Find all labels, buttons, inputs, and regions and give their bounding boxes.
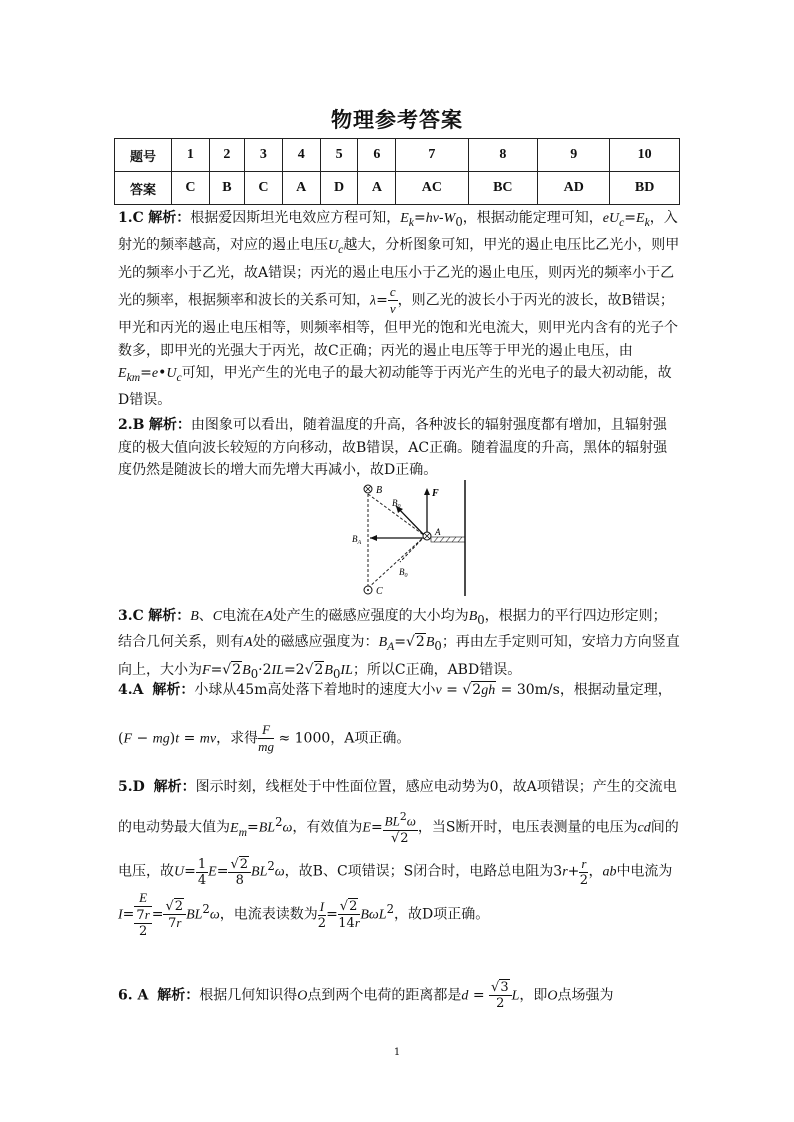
label-c: C bbox=[376, 586, 383, 597]
table-header-cell: 题号 bbox=[115, 139, 172, 172]
label-a: A bbox=[435, 527, 441, 537]
table-cell: 4 bbox=[282, 139, 320, 172]
table-row-numbers bbox=[115, 139, 680, 172]
fraction: $\frac{BL^2\omega}{√2}$ bbox=[384, 810, 416, 846]
table-cell: 8 bbox=[468, 139, 538, 172]
magnetic-field-diagram bbox=[352, 480, 480, 598]
solution-2 bbox=[118, 414, 680, 482]
solution-text: ，即 bbox=[519, 987, 548, 1004]
solution-text: 间的电压，故 bbox=[118, 819, 679, 881]
solution-text: 越大，分析图象可知，甲光的遏止电压比乙光小，则甲光的频率小于乙光，故A错误；丙光的遏止电压小于乙光的遏止电压，则丙光的频率小于乙光的频率，根据频率和波长的关系可知， bbox=[118, 237, 680, 309]
page-title: 物理参考答案 bbox=[331, 107, 463, 132]
solution-text: ，则乙光的波长小于丙光的波长，故B错误；甲光和丙光的遏止电压相等，则频率相等，但甲光的饱和光电流大，则甲光内含有的光子个数多，即甲光的光强大于丙光，故C正确；丙光的遏止电压等于甲光的遏止电压，由 bbox=[118, 292, 678, 359]
solution-3: 3.C 解析：B、C电流在A处产生的磁感应强度的大小均为$B_0$，根据力的平行四边形定则；结合几何关系，则有A处的磁感应强度为：$B_A=√2B_0$；再由左手定则可知，安培力方向竖直向上，大小为$F=√2B_0\cdot 2IL=2√2B_0IL$；所以C正确，ABD错误。 bbox=[118, 608, 680, 681]
solution-1: 1.C 解析：根据爱因斯坦光电效应方程可知，$E_k=h\nu-W_0$，根据动能定理可知，$eU_c=E_k$，入射光的频率越高，对应的遏止电压$U_c$越大，分析图象可知，甲光的遏止电压比乙光小，则甲光的频率小于乙光，故A错误；丙光的遏止电压小于乙光的遏止电压，则丙光的频率小于乙光的频率，根据频率和波长的关系可知，λ= $\frac{c}{\nu}$ ，则乙光的波长小于丙光的波长，故B错误；甲光和丙光的遏止电压相等，则频率相等，但甲光的饱和光电流大，则甲光内含有的光子个数多，即甲光的光强大于丙光，故C正确；丙光的遏止电压等于甲光的遏止电压，由$E_{km}=e•U_c$可知，甲光产生的光电子的最大初动能等于丙光产生的光电子的最大初动能，故D错误。 bbox=[118, 210, 680, 409]
analysis-label: 解析： bbox=[153, 779, 196, 795]
solution-text: 电流在 bbox=[222, 608, 265, 624]
solution-text: ；再由左手定则可知，安培力方向竖直向上，大小为 bbox=[118, 634, 680, 678]
solution-5: 5.D 解析：图示时刻，线框处于中性面位置，感应电动势为0，故A项错误；产生的交流电的电动势最大值为$E_m=BL^2\omega$，有效值为E= $\frac{BL^2\omega}{√2}$ ，当S断开时，电压表测量的电压为cd间的电压，故U= $\frac{1}{4}$ E= $\frac{√2}{8}$ $BL^2\omega$，故B、C项错误；S闭合时，电路总电阻为3r+ $\frac{r}{2}$ ，ab中电流为I= $\frac{E}{\frac{7r}{2}}$ = $\frac{√2}{7r}$ $BL^2\omega$，电流表读数为 $\frac{I}{2}$ = $\frac{√2}{14r}$ BωL$^2$，故D项正确。 bbox=[118, 779, 679, 940]
solution-text: ，根据动能定理可知， bbox=[462, 210, 603, 226]
question-number: 4.A bbox=[118, 682, 144, 698]
analysis-label: 解析： bbox=[152, 682, 195, 698]
table-cell: BD bbox=[610, 172, 680, 205]
answer-table bbox=[114, 138, 680, 205]
fraction: $\frac{E}{\frac{7r}{2}}$ bbox=[136, 890, 150, 940]
solution-4: 4.A 解析：小球从45m高处落下着地时的速度大小v = √2gh = 30m/s，根据动量定理， bbox=[118, 682, 672, 698]
solution-text: ，有效值为 bbox=[292, 819, 363, 836]
solution-text: ，根据动量定理， bbox=[559, 682, 672, 698]
solution-text: 根据爱因斯坦光电效应方程可知， bbox=[190, 210, 401, 226]
solution-text: 处的磁感应强度为： bbox=[252, 634, 379, 651]
label-ba: $B_A$ bbox=[352, 534, 362, 546]
label-b: B bbox=[376, 485, 383, 496]
solution-text: 由图象可以看出，随着温度的升高，各种波长的辐射强度都有增加，且辐射强度的极大值向波长较短的方向移动，故B错误，AC正确。随着温度的升高，黑体的辐射强度仍然是随波长的增大而先增大再减小，故D正确。 bbox=[118, 417, 668, 478]
analysis-label: 解析： bbox=[148, 417, 191, 433]
solution-text: 点到两个电荷的距离都是 bbox=[307, 987, 462, 1004]
label-f: F bbox=[432, 488, 439, 499]
table-cell: AC bbox=[396, 172, 468, 205]
fraction: $\frac{c}{\nu}$ bbox=[389, 284, 396, 317]
analysis-label: 解析： bbox=[148, 608, 191, 624]
solution-text: ，入射光的频率越高，对应的遏止电压 bbox=[118, 210, 678, 254]
table-cell: 6 bbox=[358, 139, 396, 172]
table-cell: 3 bbox=[245, 139, 283, 172]
solution-text: ；所以C正确，ABD错误。 bbox=[352, 661, 522, 678]
table-cell: D bbox=[320, 172, 358, 205]
fraction: $\frac{I}{2}$ bbox=[317, 898, 327, 931]
fraction: $\frac{r}{2}$ bbox=[579, 856, 589, 889]
solution-text: ，求得 bbox=[216, 730, 259, 747]
solution-text: 点场强为 bbox=[557, 987, 614, 1004]
solution-text: ，故B、C项错误；S闭合时，电路总电阻为 bbox=[284, 864, 554, 881]
table-cell: A bbox=[358, 172, 396, 205]
table-cell: BC bbox=[468, 172, 538, 205]
solution-text: 小球从45m高处落下着地时的速度大小 bbox=[194, 682, 436, 698]
question-number: 1.C bbox=[118, 210, 144, 226]
fraction: $\frac{√2}{7r}$ bbox=[163, 899, 186, 931]
table-cell: 10 bbox=[610, 139, 680, 172]
page-number: 1 bbox=[393, 1047, 401, 1058]
table-cell: C bbox=[172, 172, 210, 205]
fraction: $\frac{√2}{8}$ bbox=[228, 857, 251, 888]
question-number: 6. A bbox=[118, 987, 149, 1004]
analysis-label: 解析： bbox=[148, 210, 191, 226]
question-number: 3.C bbox=[118, 608, 144, 624]
question-number: 5.D bbox=[118, 779, 145, 795]
table-cell: 5 bbox=[320, 139, 358, 172]
solution-text: 可知，甲光产生的光电子的最大初动能等于丙光产生的光电子的最大初动能，故D错误。 bbox=[118, 365, 672, 409]
fraction: $\frac{√3}{2}$ bbox=[489, 980, 512, 1011]
solution-6: 6. A 解析：根据几何知识得O点到两个电荷的距离都是d = $\frac{√3}{2}$ L，即O点场强为 bbox=[118, 980, 614, 1011]
solution-text: ，根据力的平行四边形定则；结合几何关系，则有 bbox=[118, 608, 667, 651]
solution-text: ，电流表读数为 bbox=[219, 906, 318, 923]
label-b0-bottom: $B_0$ bbox=[399, 567, 408, 579]
table-cell: 7 bbox=[396, 139, 468, 172]
table-cell: B bbox=[209, 172, 244, 205]
label-b0-top: $B_0$ bbox=[392, 498, 401, 510]
solution-text: ，A项正确。 bbox=[330, 730, 411, 747]
solution-4-continued: (F − mg)t = mv，求得 $\frac{F}{mg}$ ≈ 1000，A项正确。 bbox=[118, 722, 411, 754]
fraction: $\frac{√2}{14r}$ bbox=[338, 898, 360, 931]
fraction: $\frac{F}{mg}$ bbox=[258, 722, 275, 754]
table-row-answers bbox=[115, 172, 680, 205]
solution-text: ，故D项正确。 bbox=[394, 906, 490, 923]
table-cell: A bbox=[282, 172, 320, 205]
solution-text: 、 bbox=[198, 608, 213, 624]
solution-text: 图示时刻，线框处于中性面位置，感应电动势为0，故A项错误；产生的交流电的电动势最大值为 bbox=[118, 779, 677, 836]
solution-text: 根据几何知识得 bbox=[199, 987, 298, 1004]
table-cell: C bbox=[245, 172, 283, 205]
solution-text: 处产生的磁感应强度的大小均为 bbox=[272, 608, 469, 624]
analysis-label: 解析： bbox=[157, 987, 200, 1004]
question-number: 2.B bbox=[118, 417, 145, 433]
table-cell: AD bbox=[538, 172, 610, 205]
table-cell: 2 bbox=[209, 139, 244, 172]
table-header-cell: 答案 bbox=[115, 172, 172, 205]
fraction: $\frac{1}{4}$ bbox=[197, 856, 207, 888]
solution-text: 中电流为 bbox=[616, 864, 673, 881]
table-cell: 1 bbox=[172, 139, 210, 172]
solution-text: ，当S断开时，电压表测量的电压为 bbox=[417, 819, 638, 836]
table-cell: 9 bbox=[538, 139, 610, 172]
